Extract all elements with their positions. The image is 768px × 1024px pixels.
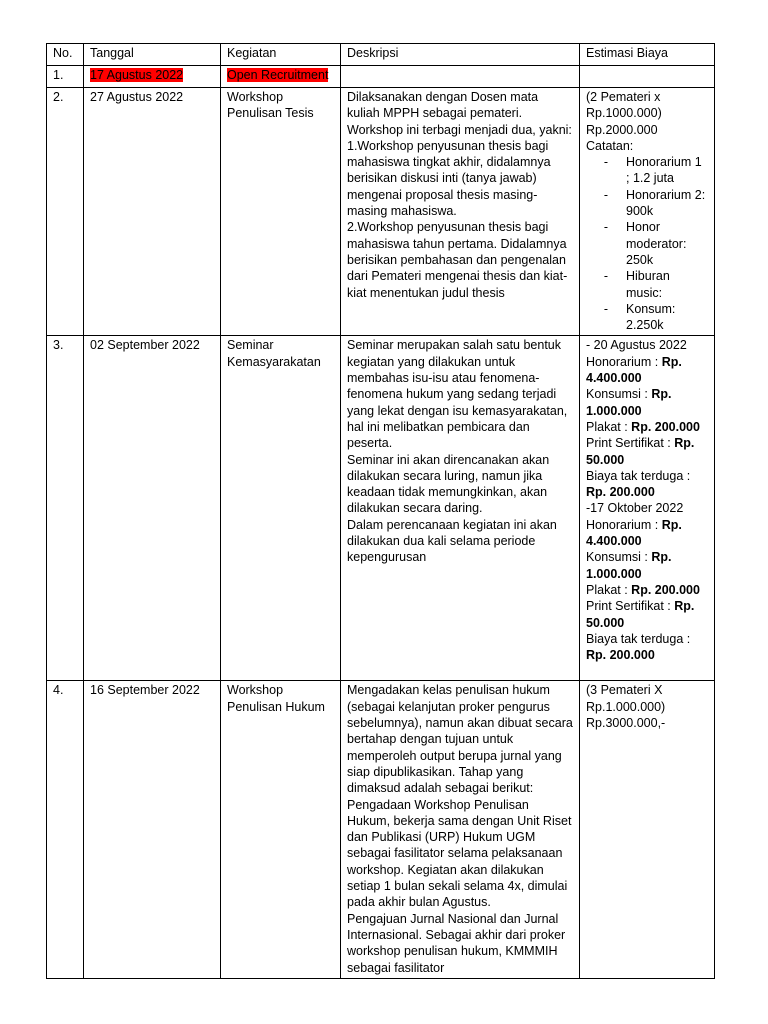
row-kegiatan: Workshop Penulisan Hukum [221,681,341,978]
row-no: 1. [47,66,84,88]
row-kegiatan: Workshop Penulisan Tesis [221,88,341,336]
description-paragraph: 1.Workshop penyusunan thesis bagi mahasiswa tingkat akhir, didalamnya berisikan diskusi inti (tanya jawab) mengenai proposal thesis masing-masing mahasiswa. [347,138,551,219]
row-tanggal [84,66,221,88]
cost-note-item: - Honor moderator: 250k [603,220,687,267]
row-no: 4. [47,681,84,978]
row-biaya [580,88,715,336]
row-biaya [580,681,715,978]
cost-line: (3 Pemateri X Rp.1.000.000) [586,683,666,714]
cost-item: Biaya tak terduga : Rp. 200.000 [586,468,691,500]
row-no: 2. [47,88,84,336]
row-deskripsi [341,681,580,978]
header-deskripsi: Deskripsi [341,44,580,66]
cost-line: Rp.3000.000,- [586,716,666,731]
description-paragraph: Seminar merupakan salah satu bentuk kegiatan yang dilakukan untuk membahas isu-isu atau fenomena-fenomena hukum yang sedang terjadi yang lekat dengan isu kemasyarakatan, hal ini melibatkan pembicara dan peserta. [347,338,568,451]
cost-item: Print Sertifikat : Rp. 50.000 [586,436,695,467]
table-header-row [47,44,715,66]
row-biaya [580,66,715,88]
header-estimasi-biaya: Estimasi Biaya [580,44,715,66]
cost-item: Honorarium : Rp. 4.400.000 [586,354,682,386]
header-tanggal: Tanggal [84,44,221,66]
highlighted-date: 17 Agustus 2022 [90,68,184,82]
cost-note-item: - Honorarium 1 ; 1.2 juta [603,155,702,186]
header-kegiatan: Kegiatan [221,44,341,66]
row-kegiatan: Seminar Kemasyarakatan [221,336,341,681]
description-paragraph: Mengadakan kelas penulisan hukum (sebagai kelanjutan proker pengurus sebelumnya), namun akan dibuat secara bertahap dengan tujuan untuk memperoleh output berupa jurnal yang siap dipublikasikan. Tahap yang dimaksud adalah sebagai berikut: [347,683,573,796]
activity-budget-table [46,43,715,979]
cost-line: (2 Pemateri x Rp.1000.000) [586,90,662,121]
table-row [47,88,715,336]
row-deskripsi [341,336,580,681]
header-no: No. [47,44,84,66]
cost-item: Biaya tak terduga : Rp. 200.000 [586,631,691,663]
cost-item: Konsumsi : Rp. 1.000.000 [586,387,672,418]
cost-item: Print Sertifikat : Rp. 50.000 [586,599,695,630]
cost-item: - 20 Agustus 2022 [586,338,687,353]
cost-line: Rp.2000.000 [586,122,658,137]
row-deskripsi [341,66,580,88]
row-biaya [580,336,715,681]
description-paragraph: Dalam perencanaan kegiatan ini akan dilakukan dua kali selama periode kepengurusan [347,517,557,565]
cost-item: Plakat : Rp. 200.000 [586,419,700,434]
cost-item: Plakat : Rp. 200.000 [586,582,700,597]
description-paragraph: Pengajuan Jurnal Nasional dan Jurnal Internasional. Sebagai akhir dari proker workshop penulisan hukum, KMMMIH sebagai fasilitator [347,911,566,975]
cost-item: -17 Oktober 2022 [586,501,684,516]
row-kegiatan [221,66,341,88]
table-row [47,66,715,88]
cost-note-item: - Honorarium 2: 900k [603,187,706,219]
row-tanggal: 02 September 2022 [84,336,221,681]
cost-item: Honorarium : Rp. 4.400.000 [586,517,682,549]
description-paragraph: Pengadaan Workshop Penulisan Hukum, bekerja sama dengan Unit Riset dan Publikasi (URP) Hukum UGM sebagai fasilitator selama pelaksanaan workshop. Kegiatan akan dilakukan setiap 1 bulan sekali selama 4x, dimulai pada akhir bulan Agustus. [347,797,572,910]
description-paragraph: 2.Workshop penyusunan thesis bagi mahasiswa tahun pertama. Didalamnya berisikan pembahasan dan pengenalan dari Pemateri mengenai thesis dan kiat-kiat menentukan judul thesis [347,220,568,300]
highlighted-activity: Open Recruitment [227,68,329,82]
cost-notes-label: Catatan: [586,138,634,153]
row-tanggal: 27 Agustus 2022 [84,88,221,336]
description-paragraph: Dilaksanakan dengan Dosen mata kuliah MPPH sebagai pemateri. Workshop ini terbagi menjadi dua, yakni: [347,90,572,137]
cost-item: Konsumsi : Rp. 1.000.000 [586,550,672,581]
row-tanggal: 16 September 2022 [84,681,221,978]
table-row [47,681,715,978]
cost-note-item: - Konsum: 2.250k [603,301,676,333]
table-row [47,336,715,681]
row-no: 3. [47,336,84,681]
row-deskripsi [341,88,580,336]
description-paragraph: Seminar ini akan direncanakan akan dilakukan secara luring, namun jika keadaan tidak memungkinkan, akan dilakukan secara daring. [347,452,550,516]
cost-note-item: - Hiburan music: [603,269,670,300]
